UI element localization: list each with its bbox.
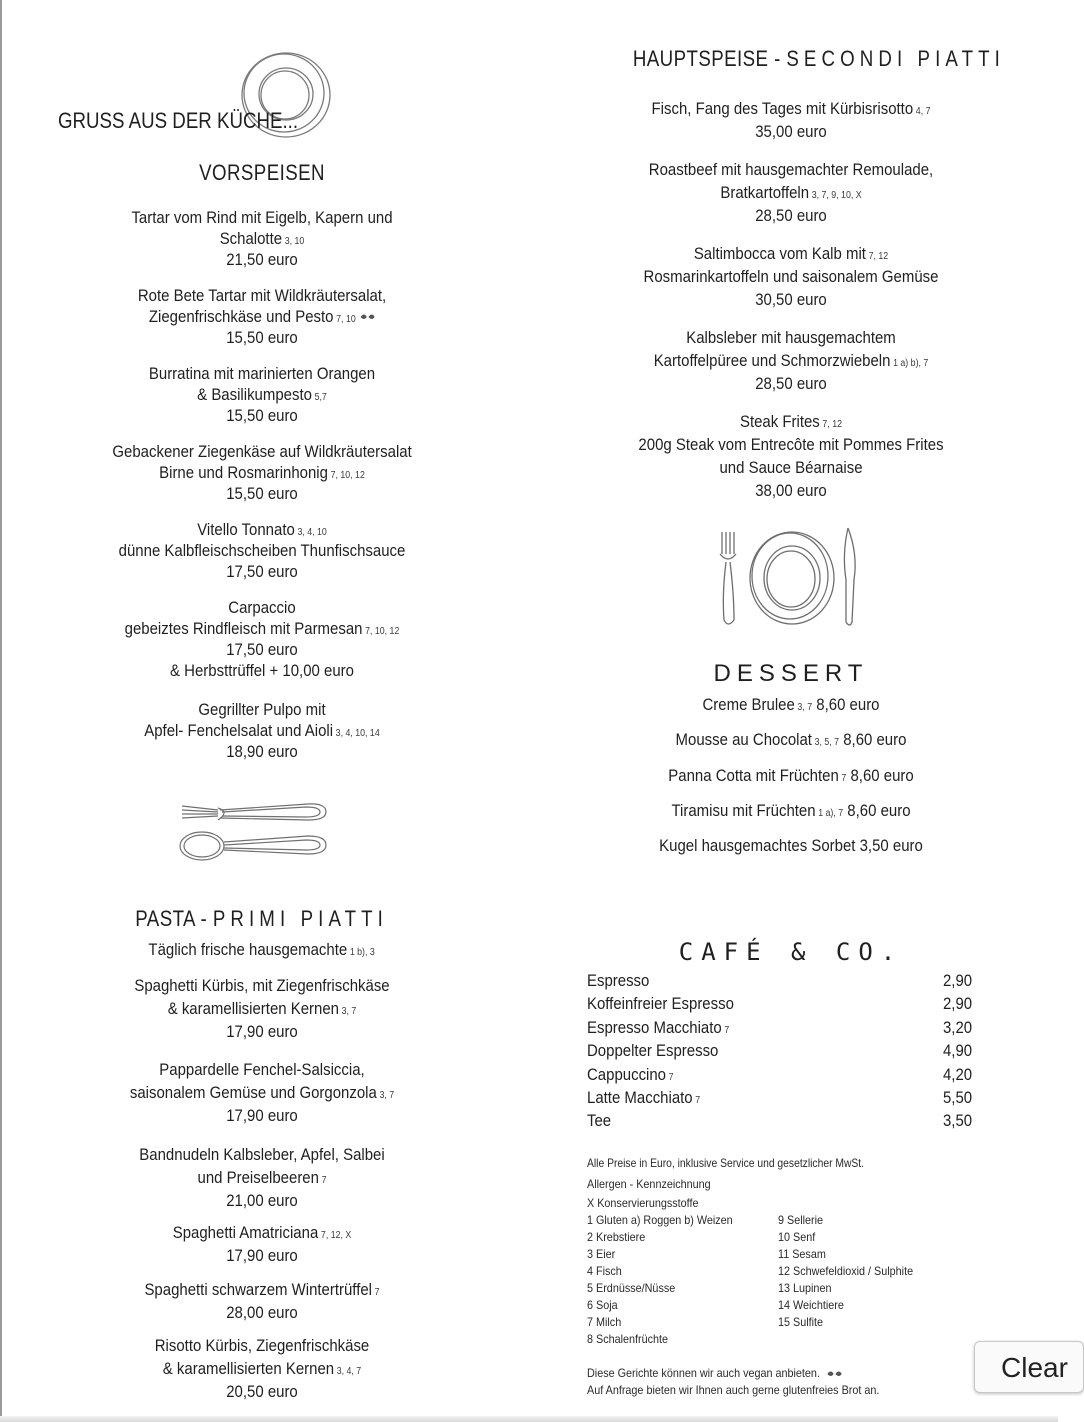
dessert-item (632, 800, 951, 825)
dish-text: Roastbeef mit hausgemachter Remoulade, (648, 160, 934, 179)
dish-name (112, 1143, 411, 1166)
haupt-heading-prefix: HAUPTSPEISE - (632, 46, 787, 71)
dessert-item (632, 694, 951, 719)
dish-text: Steak Frites (739, 412, 820, 431)
allergen-codes: 7, 12 (822, 419, 843, 430)
dessert-item (632, 835, 951, 857)
page-edge (0, 0, 2, 1422)
dish-price: 17,90 euro (226, 1022, 298, 1041)
dish-text: Bandnudeln Kalbsleber, Apfel, Salbei (139, 1145, 385, 1164)
dessert-name: Kugel hausgemachtes Sorbet (659, 836, 856, 855)
dessert-list (610, 0, 972, 900)
dish-text: & karamellisierten Kernen (167, 999, 339, 1018)
allergen-entry: 2 Krebstiere (587, 1230, 646, 1244)
leaf-icon (827, 1369, 843, 1379)
dessert-price: 8,60 euro (846, 766, 914, 785)
allergen-codes: 3, 10 (284, 236, 305, 247)
cafe-name (587, 1088, 700, 1108)
dish-price: 18,90 euro (226, 742, 298, 761)
dish-text: & karamellisierten Kernen (162, 1359, 335, 1378)
cafe-name (587, 1111, 611, 1131)
gruss-heading: GRUSS AUS DER KÜCHE... (58, 108, 299, 133)
dish-price: 28,00 euro (226, 1303, 298, 1322)
menu-item (92, 1334, 432, 1403)
dish-text: und Preiselbeeren (197, 1168, 319, 1187)
dish-price: 28,50 euro (755, 206, 827, 225)
dessert-price: 8,60 euro (812, 695, 880, 714)
allergen-entry: 13 Lupinen (778, 1281, 832, 1295)
dish-text: Kartoffelpüree und Schmorzwiebeln (653, 351, 891, 370)
allergen-codes: 7, 12 (868, 251, 889, 262)
dish-price: 21,00 euro (226, 1191, 298, 1210)
allergen-codes: 3, 4, 10, 14 (335, 728, 380, 739)
cafe-price: 2,90 (942, 994, 972, 1014)
dish-text: 200g Steak vom Entrecôte mit Pommes Frites (638, 435, 944, 454)
allergen-codes: 3, 7 (797, 702, 813, 713)
dish-price: 28,50 euro (755, 374, 827, 393)
vorspeisen-heading: VORSPEISEN (199, 160, 325, 185)
menu-item (92, 974, 432, 1043)
dish-text: Pappardelle Fenchel-Salsiccia, (159, 1060, 365, 1079)
cafe-name-text: Espresso (587, 971, 650, 990)
dish-text: Spaghetti Amatriciana (172, 1223, 319, 1242)
allergen-codes: 3, 4, 10 (297, 527, 327, 538)
dish-name (112, 1058, 411, 1081)
cafe-price: 3,50 (942, 1111, 972, 1131)
clear-button[interactable]: Clear (974, 1341, 1084, 1393)
pasta-list (92, 0, 432, 1422)
dish-text: Rosmarinkartoffeln und saisonalem Gemüse (643, 267, 939, 286)
dish-price: 15,50 euro (226, 406, 298, 425)
dessert-price: 3,50 euro (855, 836, 923, 855)
cafe-name-text: Koffeinfreier Espresso (587, 994, 734, 1014)
dish-description (112, 1357, 411, 1380)
allergen-codes: 1 a), 7 (818, 808, 844, 819)
dish-text: Schalotte (219, 229, 283, 248)
allergen-codes: 3, 7, 9, 10, X (811, 190, 862, 201)
cafe-item (587, 1018, 972, 1041)
allergen-codes: 7, 10, 12 (365, 626, 400, 637)
dish-price: 17,50 euro (226, 562, 298, 581)
dish-price: 17,90 euro (226, 1246, 298, 1265)
dessert-heading: DESSERT (713, 660, 869, 687)
dessert-price: 8,60 euro (843, 801, 911, 820)
cafe-name (587, 1065, 674, 1085)
dessert-name: Mousse au Chocolat (675, 730, 812, 749)
dish-text: gebeiztes Rindfleisch mit Parmesan (124, 619, 363, 638)
dessert-item (632, 729, 951, 754)
cafe-item (587, 1065, 972, 1088)
dish-text: Tartar vom Rind mit Eigelb, Kapern und (131, 208, 393, 227)
dish-text: Ziegenfrischkäse und Pesto (148, 307, 334, 326)
allergen-codes: 3, 7 (379, 1090, 395, 1101)
cafe-heading: CAFÉ & CO. (678, 938, 904, 966)
prices-note: Alle Preise in Euro, inklusive Service und gesetzlicher MwSt. (587, 1156, 865, 1170)
cafe-price: 2,90 (942, 971, 972, 990)
cafe-name (587, 971, 649, 991)
dish-price: 30,50 euro (755, 290, 827, 309)
cafe-name-text: Doppelter Espresso (587, 1041, 719, 1061)
allergen-codes: 7 (724, 1024, 730, 1036)
dish-name (112, 974, 411, 997)
allergen-entry: 15 Sulfite (778, 1315, 824, 1329)
allergen-entry: 9 Sellerie (778, 1213, 824, 1227)
allergen-codes: 7, 12, X (320, 1230, 352, 1241)
dessert-name: Panna Cotta mit Früchten (668, 766, 839, 785)
dish-price: 17,90 euro (226, 1106, 298, 1125)
dish-text: Birne und Rosmarinhonig (159, 463, 328, 482)
allergen-entry: 14 Weichtiere (778, 1298, 844, 1312)
allergen-entry: 3 Eier (587, 1247, 616, 1261)
dish-extra: & Herbsttrüffel + 10,00 euro (170, 661, 354, 680)
dish-text: Gegrillter Pulpo mit (198, 700, 326, 719)
dish-price: 15,50 euro (226, 484, 298, 503)
dish-text: Saltimbocca vom Kalb mit (693, 244, 866, 263)
dish-text: & Basilikumpesto (197, 385, 312, 404)
dish-price: 20,50 euro (226, 1382, 298, 1401)
cafe-name-text: Tee (587, 1111, 612, 1131)
page-bottom-edge (0, 1416, 1058, 1422)
cafe-item (587, 1111, 972, 1134)
pasta-heading-prefix: PASTA - (135, 906, 214, 931)
preservatives-note: X Konservierungsstoffe (587, 1196, 699, 1210)
menu-item (92, 1221, 432, 1267)
allergen-codes: 5,7 (314, 392, 327, 403)
allergen-entry: 7 Milch (587, 1315, 622, 1329)
dish-text: Vitello Tonnato (197, 520, 295, 539)
allergen-codes: 3, 7 (341, 1006, 357, 1017)
allergen-entry: 11 Sesam (778, 1247, 826, 1261)
dish-price: 17,50 euro (226, 640, 298, 659)
cafe-price: 4,90 (942, 1041, 972, 1061)
dish-text: Kalbsleber mit hausgemachtem (686, 328, 896, 347)
dish-name (112, 1221, 411, 1244)
pasta-subtitle: Täglich frische hausgemachte (148, 940, 348, 959)
dish-price: 35,00 euro (755, 122, 827, 141)
dessert-item (632, 765, 951, 790)
dish-text: Bratkartoffeln (720, 183, 810, 202)
dessert-price: 8,60 euro (839, 730, 907, 749)
cafe-name (587, 1041, 718, 1061)
dish-text: dünne Kalbfleischscheiben Thunfischsauce (118, 541, 406, 560)
cafe-name-text: Espresso Macchiato (587, 1017, 722, 1037)
dish-description (112, 1081, 411, 1104)
haupt-heading: SECONDI PIATTI (786, 46, 1005, 71)
allergen-codes: 1 a) b), 7 (893, 358, 929, 369)
allergen-codes: 7 (374, 1287, 380, 1298)
dessert-name: Tiramisu mit Früchten (671, 801, 816, 820)
dish-text: Fisch, Fang des Tages mit Kürbisrisotto (651, 99, 914, 118)
menu-item (92, 1278, 432, 1324)
dish-text: Spaghetti schwarzem Wintertrüffel (144, 1280, 372, 1299)
dish-price: 15,50 euro (226, 328, 298, 347)
allergen-codes: 3, 4, 7 (336, 1366, 362, 1377)
vegan-note-text: Diese Gerichte können wir auch vegan anbieten. (587, 1366, 820, 1380)
allergen-codes: 4, 7 (915, 106, 931, 117)
cafe-item (587, 994, 972, 1017)
dessert-name: Creme Brulee (702, 695, 795, 714)
dish-text: Burratina mit marinierten Orangen (148, 364, 376, 383)
allergen-entry: 4 Fisch (587, 1264, 622, 1278)
cafe-price: 3,20 (942, 1017, 972, 1037)
allergen-codes: 7 (695, 1095, 701, 1106)
allergen-entry: 5 Erdnüsse/Nüsse (587, 1281, 676, 1295)
allergen-codes: 7, 10, 12 (330, 470, 365, 481)
dish-text: saisonalem Gemüse und Gorgonzola (129, 1083, 377, 1102)
allergen-title: Allergen - Kennzeichnung (587, 1177, 711, 1191)
pasta-heading: PRIMI PIATTI (213, 906, 389, 931)
allergen-entry: 6 Soja (587, 1298, 618, 1312)
allergen-entry: 10 Senf (778, 1230, 816, 1244)
cafe-item (587, 971, 972, 994)
allergen-entry: 8 Schalenfrüchte (587, 1332, 669, 1346)
menu-item (92, 1143, 432, 1212)
dish-price: 21,50 euro (226, 250, 298, 269)
dish-name (112, 1334, 411, 1357)
cafe-name-text: Cappuccino (587, 1064, 667, 1084)
dish-price: 38,00 euro (755, 481, 827, 500)
cafe-price: 4,20 (942, 1064, 972, 1084)
menu-item (92, 1058, 432, 1127)
cafe-item (587, 1041, 972, 1064)
allergen-entry: 12 Schwefeldioxid / Sulphite (778, 1264, 914, 1278)
allergen-codes: 7 (668, 1071, 674, 1083)
cafe-price: 5,50 (942, 1088, 972, 1107)
allergen-codes: 7, 10 (336, 314, 356, 325)
dish-text: Risotto Kürbis, Ziegenfrischkäse (154, 1336, 370, 1355)
allergen-codes: 7 (841, 773, 847, 784)
dish-text: Rote Bete Tartar mit Wildkräutersalat, (137, 286, 387, 305)
dish-text: Spaghetti Kürbis, mit Ziegenfrischkäse (134, 976, 390, 995)
cafe-name (587, 994, 734, 1014)
allergen-codes: 3, 5, 7 (814, 737, 840, 748)
dish-description (112, 997, 411, 1020)
allergen-codes: 7 (321, 1175, 327, 1186)
dish-text: Carpaccio (228, 598, 296, 617)
gluten-note: Auf Anfrage bieten wir Ihnen auch gerne glutenfreies Brot an. (587, 1383, 880, 1397)
vegan-note (587, 1365, 843, 1382)
dish-name (112, 1278, 411, 1301)
cafe-name-text: Latte Macchiato (587, 1088, 693, 1107)
dish-text: Apfel- Fenchelsalat und Aioli (144, 721, 334, 740)
cafe-name (587, 1018, 729, 1038)
dish-text: und Sauce Béarnaise (719, 458, 863, 477)
pasta-subtitle-allergens: 1 b), 3 (350, 947, 376, 958)
cafe-item (587, 1088, 972, 1111)
dish-text: Gebackener Ziegenkäse auf Wildkräutersalat (112, 442, 412, 461)
allergen-entry: 1 Gluten a) Roggen b) Weizen (587, 1213, 733, 1227)
dish-description (112, 1166, 411, 1189)
